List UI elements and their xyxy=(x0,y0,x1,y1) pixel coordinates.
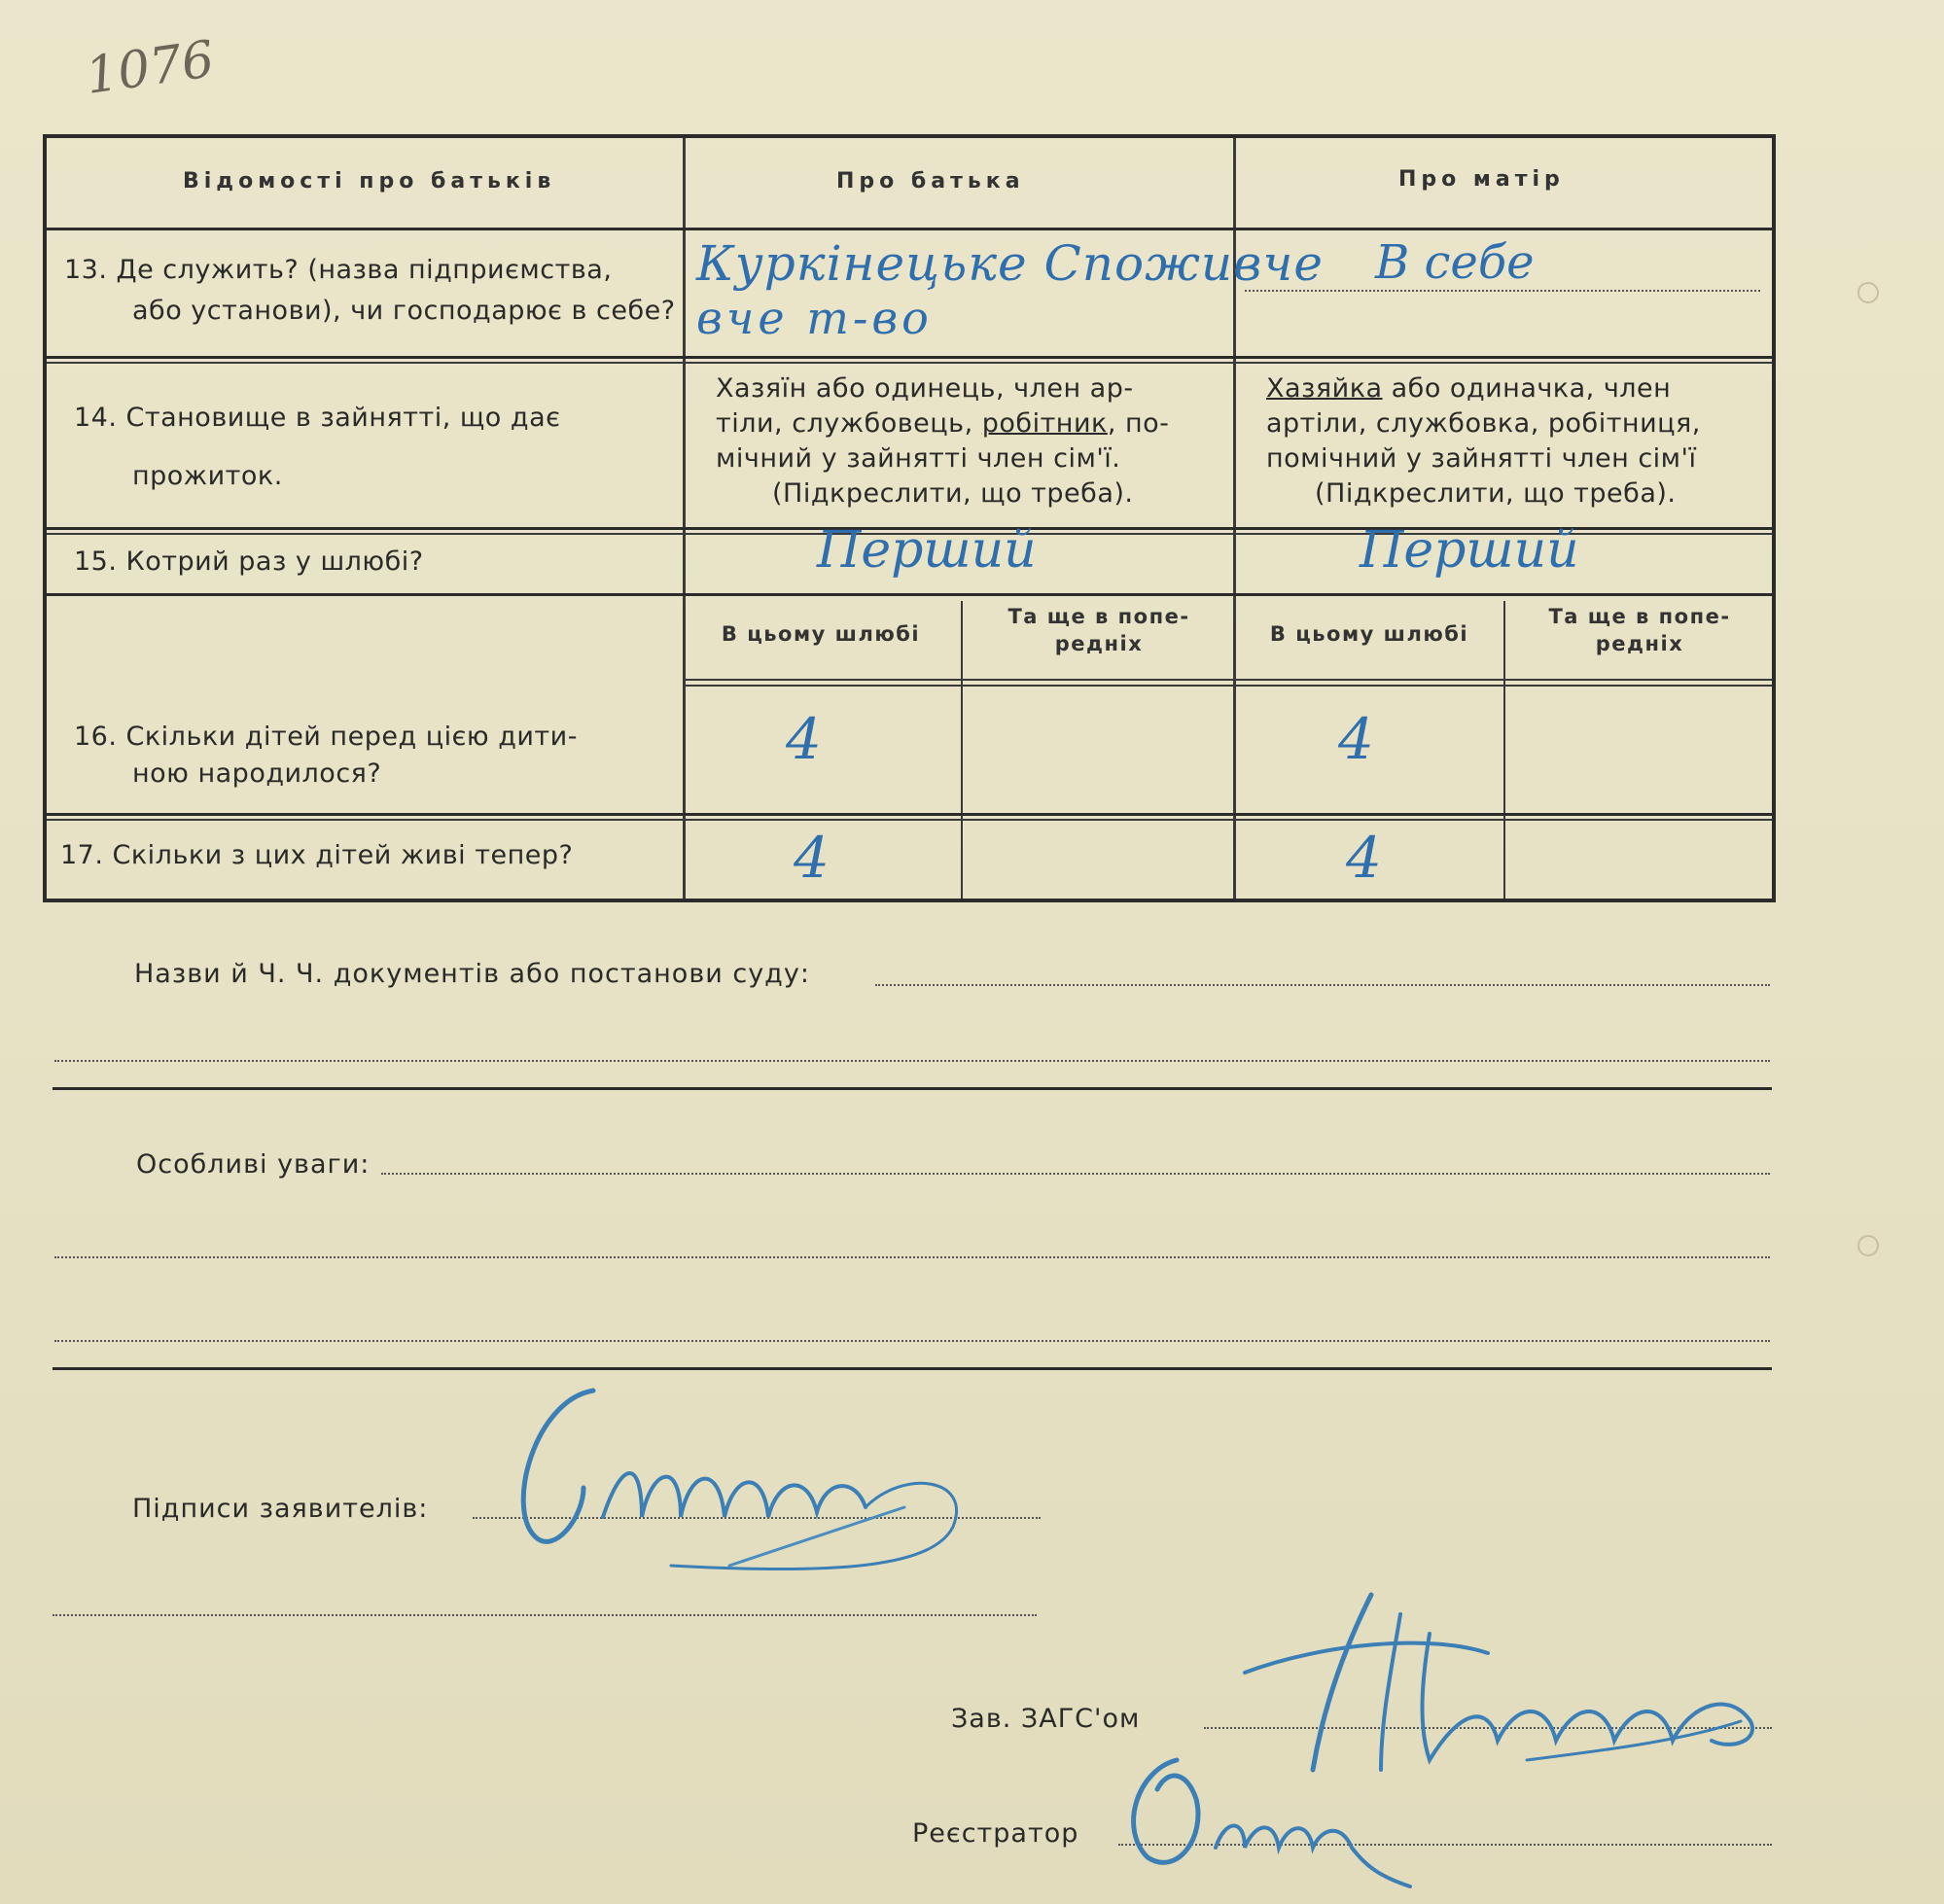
row-line-13 xyxy=(47,356,1772,359)
mother-status-underlined: Хазяйка xyxy=(1266,373,1383,404)
mother-workplace: В себе xyxy=(1375,235,1535,290)
mother-status-line3: помічний у зайнятті член сім'ї xyxy=(1266,443,1697,474)
remarks-dotted-line-2 xyxy=(54,1256,1770,1258)
row-line-13b xyxy=(47,362,1772,364)
row-line-subheader xyxy=(683,679,1772,681)
father-status-line1: Хазяїн або одинець, член ар- xyxy=(716,373,1134,404)
row-line-header xyxy=(47,228,1772,230)
documents-dotted-line-2 xyxy=(54,1060,1770,1062)
documents-label: Назви й Ч. Ч. документів або постанови суду: xyxy=(134,959,810,989)
father-workplace-line2: вче т-во xyxy=(696,292,933,344)
applicants-dotted-line-2 xyxy=(53,1614,1037,1616)
documents-dotted-line-1 xyxy=(875,984,1770,986)
mother-this-marriage-header: В цьому шлюбі xyxy=(1269,622,1469,646)
row-line-16 xyxy=(47,813,1772,816)
zags-head-label: Зав. ЗАГС'ом xyxy=(951,1704,1141,1734)
header-mother: Про матір xyxy=(1398,167,1565,192)
registrar-label: Реєстратор xyxy=(912,1818,1079,1849)
header-father: Про батька xyxy=(836,169,1025,194)
section-divider-1 xyxy=(53,1087,1772,1090)
mother-status-line2: артіли, службовка, робітниця, xyxy=(1266,408,1701,439)
binding-hole xyxy=(1857,282,1879,303)
father-status-line3: мічний у зайнятті член сім'ї. xyxy=(716,443,1121,474)
registrar-signature xyxy=(1118,1741,1430,1900)
section-divider-2 xyxy=(53,1367,1772,1370)
col-divider-1 xyxy=(683,138,686,899)
header-parents-info: Відомості про батьків xyxy=(183,169,556,194)
col-divider-father-sub xyxy=(961,601,963,899)
father-status-line2: тіли, службовець, робітник, по- xyxy=(716,408,1170,439)
mother-status-line1: Хазяйка або одиначка, член xyxy=(1266,373,1672,404)
q17: 17. Скільки з цих дітей живі тепер? xyxy=(60,840,574,870)
q15: 15. Котрий раз у шлюбі? xyxy=(74,547,424,577)
archive-number: 1076 xyxy=(82,30,218,106)
mother-children-alive: 4 xyxy=(1346,825,1382,891)
father-children-born: 4 xyxy=(786,706,822,772)
mother-status-line4: (Підкреслити, що треба). xyxy=(1315,478,1677,509)
binding-hole xyxy=(1857,1235,1879,1256)
father-children-alive: 4 xyxy=(794,825,830,891)
father-marriage-count: Перший xyxy=(817,521,1037,580)
mother-marriage-count: Перший xyxy=(1360,521,1579,580)
father-workplace-line1: Куркінецьке Споживче xyxy=(696,235,1324,292)
mother-previous-header: Та ще в попе- редніх xyxy=(1548,605,1731,655)
row-line-15 xyxy=(47,593,1772,596)
father-status-underlined: робітник xyxy=(981,408,1108,439)
father-previous-header: Та ще в попе- редніх xyxy=(1007,605,1190,655)
q13-line2: або установи), чи господарює в себе? xyxy=(132,296,676,326)
remarks-dotted-line-1 xyxy=(381,1173,1770,1175)
q14-line1: 14. Становище в зайнятті, що дає xyxy=(74,403,561,433)
remarks-label: Особливі уваги: xyxy=(136,1149,371,1180)
applicants-signature-label: Підписи заявителів: xyxy=(132,1494,429,1524)
father-status-line4: (Підкреслити, що треба). xyxy=(772,478,1134,509)
row-line-16b xyxy=(47,819,1772,821)
row-line-subheader-b xyxy=(683,685,1772,687)
parents-info-table xyxy=(43,134,1776,902)
col-divider-mother-sub xyxy=(1503,601,1505,899)
q16-line2: ною народилося? xyxy=(132,758,382,789)
remarks-dotted-line-3 xyxy=(54,1340,1770,1342)
father-this-marriage-header: В цьому шлюбі xyxy=(721,622,921,646)
q14-line2: прожиток. xyxy=(132,461,283,491)
q16-line1: 16. Скільки дітей перед цією дити- xyxy=(74,722,578,752)
q13-line1: 13. Де служить? (назва підприємства, xyxy=(64,255,613,285)
mother-children-born: 4 xyxy=(1338,706,1374,772)
applicant-signature xyxy=(496,1371,1002,1599)
